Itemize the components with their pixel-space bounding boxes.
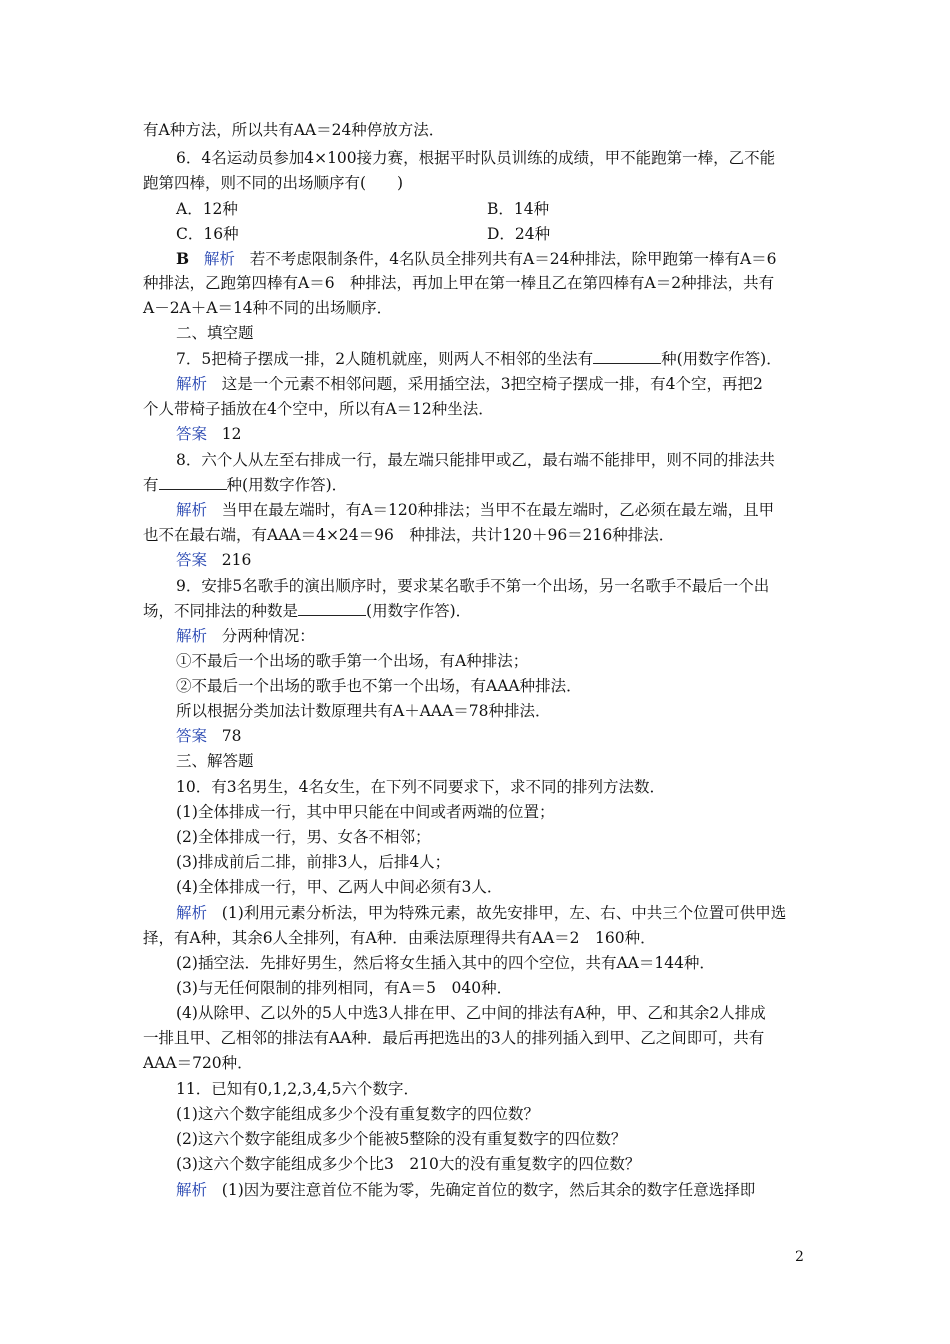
section-heading: 三、解答题 (176, 752, 254, 770)
text-line: 所以根据分类加法计数原理共有A＋AAA＝78种排法． (176, 702, 551, 720)
answer-blank (159, 473, 227, 490)
section-heading: 二、填空题 (176, 324, 254, 342)
text-line: 也不在最右端，有AAA＝4×24＝96 种排法，共计120＋96＝216种排法． (143, 526, 675, 544)
text-line: (3)这六个数字能组成多少个比3 210大的没有重复数字的四位数？ (176, 1155, 641, 1173)
answer-label: 答案 (176, 551, 208, 569)
text-line: 个人带椅子插放在4个空中，所以有A＝12种坐法． (143, 400, 494, 418)
analysis-text: 若不考虑限制条件，4名队员全排列共有A＝24种排法，除甲跑第一棒有A＝6 (249, 250, 777, 268)
text-line: 有 种(用数字作答)． (143, 473, 811, 498)
analysis-line: 解析 (1)因为要注意首位不能为零，先确定首位的数字，然后其余的数字任意选择即 (176, 1181, 756, 1199)
analysis-line: 解析 这是一个元素不相邻问题，采用插空法，3把空椅子摆成一排，有4个空，再把2 (176, 375, 763, 393)
text-line: (1)这六个数字能组成多少个没有重复数字的四位数？ (176, 1105, 539, 1123)
text-line: A－2A＋A＝14种不同的出场顺序． (143, 299, 393, 317)
answer-label: 答案 (176, 425, 208, 443)
text-line: 跑第四棒，则不同的出场顺序有( ) (143, 174, 404, 192)
question-9: 9．安排5名歌手的演出顺序时，要求某名歌手不第一个出场，另一名歌手不最后一个出 (176, 577, 770, 595)
text-line: 有A种方法，所以共有AA＝24种停放方法． (143, 121, 445, 139)
question-7: 7．5把椅子摆成一排，2人随机就座，则两人不相邻的坐法有 种(用数字作答)． (176, 347, 844, 372)
text-line: (3)排成前后二排，前排3人，后排4人； (176, 853, 451, 871)
question-8: 8．六个人从左至右排成一行，最左端只能排甲或乙，最右端不能排甲，则不同的排法共 (176, 451, 775, 469)
option-a: A．12种 (176, 200, 238, 218)
analysis-label: 解析 (176, 501, 208, 519)
text-line: 场，不同排法的种数是 (用数字作答)． (143, 599, 811, 624)
text-line: (3)与无任何限制的排列相同，有A＝5 040种． (176, 979, 513, 997)
analysis-label: 解析 (203, 250, 235, 268)
question-10: 10．有3名男生，4名女生，在下列不同要求下，求不同的排列方法数． (176, 778, 665, 796)
text-line: (2)插空法．先排好男生，然后将女生插入其中的四个空位，共有AA＝144种． (176, 954, 715, 972)
analysis-label: 解析 (176, 375, 208, 393)
option-d: D．24种 (487, 225, 551, 243)
text-line: 种排法，乙跑第四棒有A＝6 种排法，再加上甲在第一棒且乙在第四棒有A＝2种排法，共有 (143, 274, 775, 292)
text-line: ①不最后一个出场的歌手第一个出场，有A种排法； (176, 652, 529, 670)
text-line: (2)这六个数字能组成多少个能被5整除的没有重复数字的四位数？ (176, 1130, 627, 1148)
analysis-label: 解析 (176, 904, 208, 922)
answer-line: 答案 12 (176, 425, 242, 443)
answer-label: 答案 (176, 727, 208, 745)
text-line: ②不最后一个出场的歌手也不第一个出场，有AAA种排法． (176, 677, 582, 695)
analysis-line (176, 246, 844, 272)
text-line: AAA＝720种． (143, 1054, 253, 1072)
page-number: 2 (795, 1249, 804, 1265)
analysis-line: 解析 (1)利用元素分析法，甲为特殊元素，故先安排甲，左、右、中共三个位置可供甲选 (176, 904, 787, 922)
text-line: (4)从除甲、乙以外的5人中选3人排在甲、乙中间的排法有A种，甲、乙和其余2人排成 (176, 1004, 766, 1022)
text-line: (4)全体排成一行，甲、乙两人中间必须有3人． (176, 878, 503, 896)
answer-line: 答案 78 (176, 727, 242, 745)
analysis-line: 解析 分两种情况： (176, 627, 315, 645)
text-line: 择，有A种，其余6人全排列，有A种．由乘法原理得共有AA＝2 160种． (143, 929, 656, 947)
analysis-line: 解析 当甲在最左端时，有A＝120种排法；当甲不在最左端时，乙必须在最左端，且甲 (176, 501, 775, 519)
question-11: 11．已知有0,1,2,3,4,5六个数字． (176, 1080, 420, 1098)
analysis-label: 解析 (176, 1181, 208, 1199)
option-b: B．14种 (487, 200, 550, 218)
text-line: (1)全体排成一行，其中甲只能在中间或者两端的位置； (176, 803, 555, 821)
text-line: 一排且甲、乙相邻的排法有AA种．最后再把选出的3人的排列插入到甲、乙之间即可，共有 (143, 1029, 765, 1047)
analysis-label: 解析 (176, 627, 208, 645)
answer-line: 答案 216 (176, 551, 252, 569)
answer-choice: B (176, 249, 190, 268)
option-c: C．16种 (176, 225, 239, 243)
text-line: (2)全体排成一行，男、女各不相邻； (176, 828, 431, 846)
answer-blank (593, 347, 661, 364)
answer-blank (298, 599, 366, 616)
question-6: 6．4名运动员参加4×100接力赛，根据平时队员训练的成绩，甲不能跑第一棒，乙不能 (176, 149, 776, 167)
